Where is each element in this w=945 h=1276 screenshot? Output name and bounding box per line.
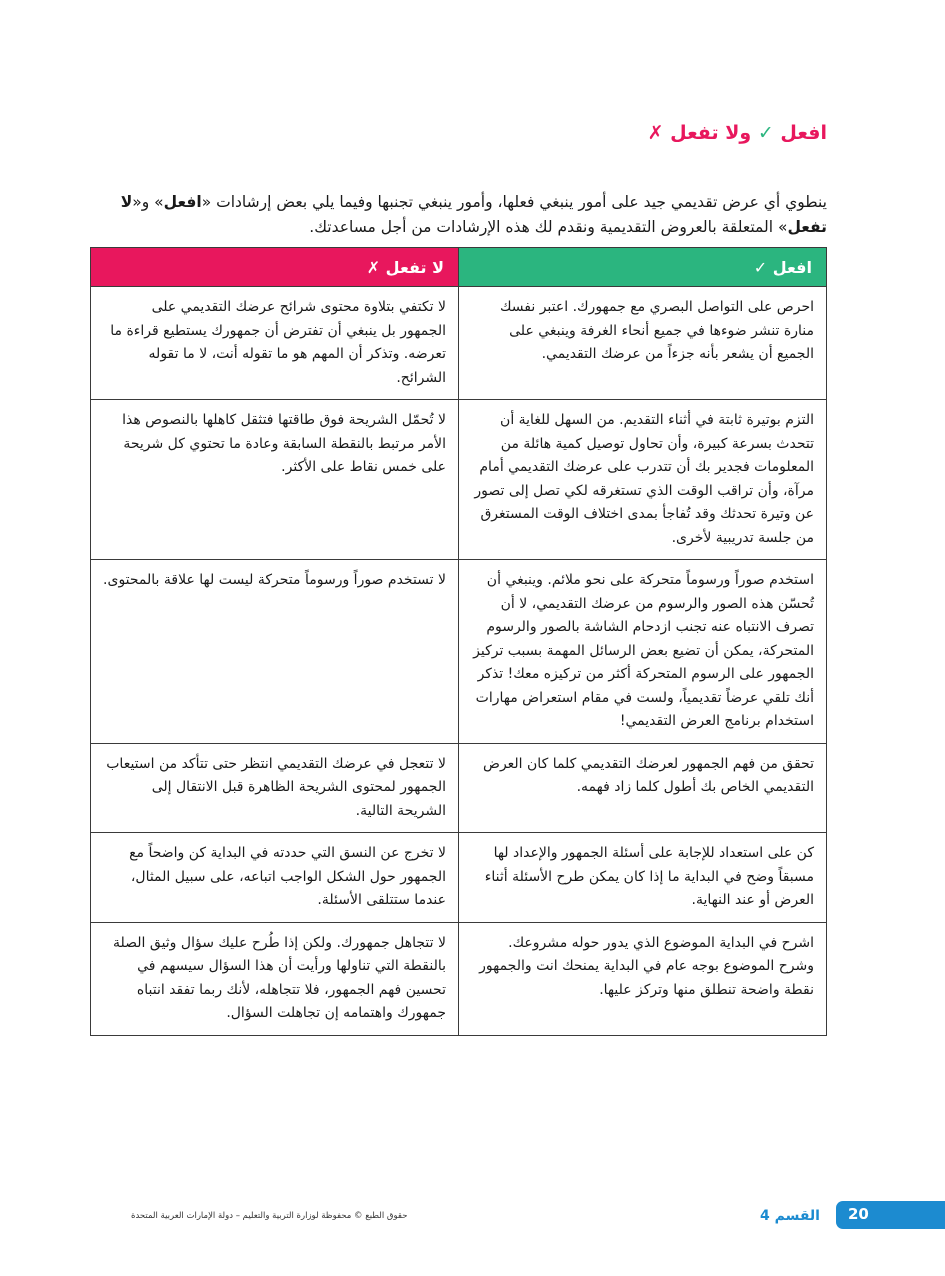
- dont-column-header: لا تفعل ✗: [91, 248, 459, 287]
- table-header-row: [91, 248, 827, 287]
- do-cell: التزم بوتيرة ثابتة في أثناء التقديم. من السهل للغاية أن تتحدث بسرعة كبيرة، وأن تحاول توصيل كمية هائلة من المعلومات فجدير بك أن تتدرب على عرضك التقديمي أمام مرآة، وأن تراقب الوقت الذي تستغرقه لكي تصل إلى تصور عن وتيرة تحدثك وقد تُفاجأ بمدى اختلاف الوقت المستغرق من جلسة تدريبية لأخرى.: [459, 400, 827, 560]
- page-number-tab: [836, 1201, 945, 1229]
- table-row: [91, 833, 827, 923]
- dont-cell: لا تخرج عن النسق التي حددته في البداية كن واضحاً مع الجمهور حول الشكل الواجب اتباعه، على سبيل المثال، عندما ستتلقى الأسئلة.: [91, 833, 459, 923]
- dont-cell: لا تتعجل في عرضك التقديمي انتظر حتى تتأكد من استيعاب الجمهور لمحتوى الشريحة الظاهرة قبل الانتقال إلى الشريحة التالية.: [91, 743, 459, 833]
- do-dont-table: [90, 247, 827, 1036]
- intro-dont-word: لا تفعل: [120, 192, 827, 236]
- do-cell: احرص على التواصل البصري مع جمهورك. اعتبر نفسك منارة تنشر ضوءها في جميع أنحاء الغرفة وينبغي على الجميع أن يشعر بأنه جزءاً من عرضك التقديمي.: [459, 287, 827, 400]
- cross-mark-icon: ✗: [647, 122, 664, 144]
- dont-cell: لا تكتفي بتلاوة محتوى شرائح عرضك التقديمي على الجمهور بل ينبغي أن تفترض أن جمهورك يستطيع قراءة ما تعرضه. وتذكر أن المهم هو ما تقوله أنت، لا ما تقوله الشرائح.: [91, 287, 459, 400]
- do-cell: استخدم صوراً ورسوماً متحركة على نحو ملائم. وينبغي أن تُحسّن هذه الصور والرسوم من عرضك التقديمي، لا أن تصرف الانتباه عنه تجنب ازدحام الشاشة بالصور والرسوم المتحركة، يمكن أن تضيع بعض الرسائل المهمة بسبب تركيز الجمهور على الرسوم المتحركة أكثر من تركيزه معك! تذكر أنك تلقي عرضاً تقديمياً، ولست في مقام استعراض مهارات استخدام برنامج العرض التقديمي!: [459, 560, 827, 744]
- dont-cell: لا تُحمّل الشريحة فوق طاقتها فتثقل كاهلها بالنصوص هذا الأمر مرتبط بالنقطة السابقة وعادة ما تحتوي كل شريحة على خمس نقاط على الأكثر.: [91, 400, 459, 560]
- table-row: [91, 743, 827, 833]
- intro-paragraph: [118, 190, 827, 240]
- copyright-notice: حقوق الطبع © محفوظة لوزارة التربية والتعليم – دولة الإمارات العربية المتحدة: [131, 1211, 408, 1221]
- do-cell: تحقق من فهم الجمهور لعرضك التقديمي كلما كان العرض التقديمي الخاص بك أطول كلما زاد فهمه.: [459, 743, 827, 833]
- section-label: القسم 4: [760, 1208, 820, 1224]
- dont-cell: لا تستخدم صوراً ورسوماً متحركة ليست لها علاقة بالمحتوى.: [91, 560, 459, 744]
- heading-do: افعل: [780, 122, 827, 144]
- intro-text-3: » المتعلقة بالعروض التقديمية ونقدم لك هذه الإرشادات من أجل مساعدتك.: [309, 217, 788, 236]
- do-cell: اشرح في البداية الموضوع الذي يدور حوله مشروعك. وشرح الموضوع بوجه عام في البداية يمنحك انت والجمهور نقطة واضحة تنطلق منها وتركز عليها.: [459, 922, 827, 1035]
- table-row: [91, 922, 827, 1035]
- intro-text-2: » و«: [132, 192, 164, 211]
- do-column-header: افعل ✓: [459, 248, 827, 287]
- table-row: [91, 560, 827, 744]
- table-row: [91, 287, 827, 400]
- page-heading: [118, 122, 827, 144]
- page-number: 20: [848, 1205, 869, 1223]
- table-row: [91, 400, 827, 560]
- do-cell: كن على استعداد للإجابة على أسئلة الجمهور والإعداد لها مسبقاً وضح في البداية ما إذا كان يمكن طرح الأسئلة أثناء العرض أو عند النهاية.: [459, 833, 827, 923]
- intro-text-1: ينطوي أي عرض تقديمي جيد على أمور ينبغي فعلها، وأمور ينبغي تجنبها وفيما يلي بعض إرشادات «: [201, 192, 827, 211]
- check-mark-icon: ✓: [757, 122, 774, 144]
- heading-and-dont: ولا تفعل: [670, 122, 752, 144]
- dont-cell: لا تتجاهل جمهورك. ولكن إذا طُرح عليك سؤال وثيق الصلة بالنقطة التي تناولها ورأيت أن هذا السؤال سيسهم في تحسين فهم الجمهور، فلا تتجاهله، لأنك ربما تفقد انتباه جمهورك واهتمامه إن تجاهلت السؤال.: [91, 922, 459, 1035]
- intro-do-word: افعل: [163, 192, 202, 211]
